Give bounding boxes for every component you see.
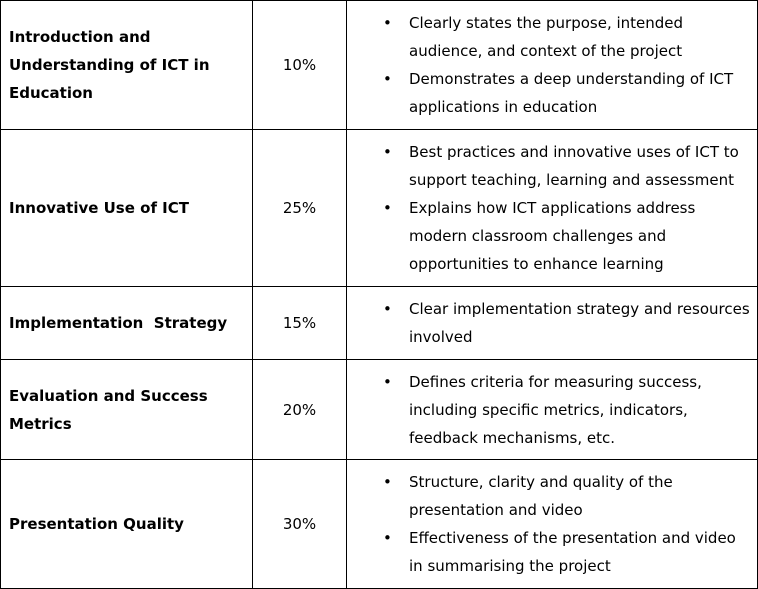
description-item [347,368,753,452]
description-item [347,468,753,524]
description-text: Effectiveness of the presentation and video in summarising the project [409,529,736,575]
criterion-description [347,360,758,460]
criterion-name: Evaluation and Success Metrics [1,360,253,460]
description-item [347,65,753,121]
description-text: Clearly states the purpose, intended audience, and context of the project [409,14,684,60]
criterion-name: Implementation Strategy [1,287,253,360]
criterion-weight: 30% [253,460,347,589]
rubric-row-presentation [1,460,758,589]
criterion-weight: 10% [253,1,347,130]
criterion-description [347,287,758,360]
criterion-name: Presentation Quality [1,460,253,589]
bullet-icon: • [383,300,392,318]
bullet-icon: • [383,473,392,491]
description-item [347,138,753,194]
description-item [347,524,753,580]
description-text: Defines criteria for measuring success, including specific metrics, indicators, feedback mechanisms, etc. [409,372,702,447]
description-text: Clear implementation strategy and resources involved [409,300,750,346]
description-list [347,9,757,121]
description-text: Structure, clarity and quality of the presentation and video [409,473,673,519]
bullet-icon: • [383,70,392,88]
criterion-weight: 15% [253,287,347,360]
criterion-description [347,130,758,287]
bullet-icon: • [383,143,392,161]
description-text: Demonstrates a deep understanding of ICT applications in education [409,70,734,116]
rubric-row-implementation [1,287,758,360]
criterion-name: Introduction and Understanding of ICT in Education [1,1,253,130]
bullet-icon: • [383,529,392,547]
rubric-row-innovative-use [1,130,758,287]
description-item [347,9,753,65]
bullet-icon: • [383,14,392,32]
rubric-row-evaluation [1,360,758,460]
criterion-weight: 25% [253,130,347,287]
criterion-name: Innovative Use of ICT [1,130,253,287]
description-text: Explains how ICT applications address modern classroom challenges and opportunities to enhance learning [409,199,696,273]
bullet-icon: • [383,372,392,391]
criterion-weight: 20% [253,360,347,460]
description-list [347,138,757,278]
description-list [347,468,757,580]
description-item [347,194,753,278]
description-text: Best practices and innovative uses of ICT to support teaching, learning and assessment [409,143,739,189]
bullet-icon: • [383,199,392,217]
criterion-description [347,1,758,130]
criterion-description [347,460,758,589]
rubric-row-introduction [1,1,758,130]
description-item [347,295,753,351]
description-list [347,295,757,351]
description-list [347,368,757,452]
